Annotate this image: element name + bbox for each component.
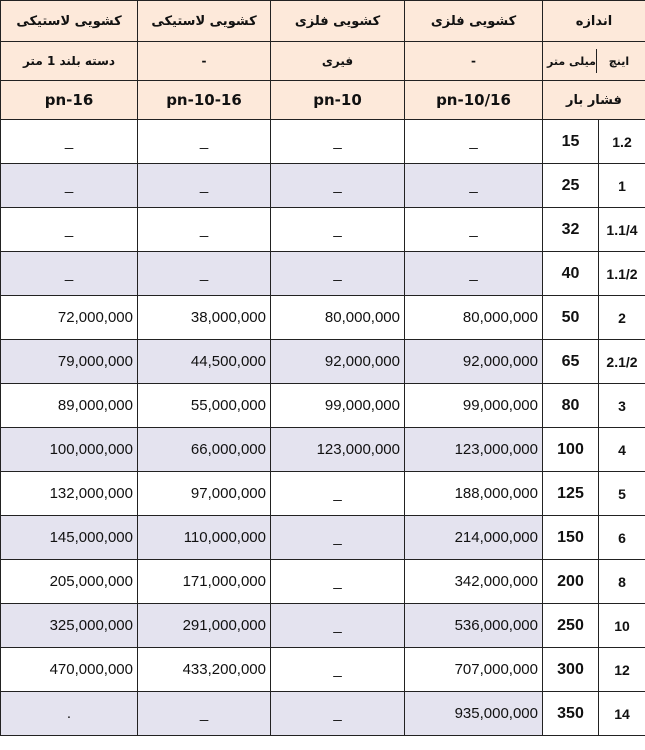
price-cell: 145,000,000: [1, 516, 138, 560]
header-detail: فیری: [271, 42, 405, 81]
size-mm-cell: 15: [543, 120, 599, 164]
price-cell: 470,000,000: [1, 648, 138, 692]
price-cell: 707,000,000: [405, 648, 543, 692]
price-cell: 55,000,000: [138, 384, 271, 428]
size-mm-cell: 300: [543, 648, 599, 692]
header-row-detail: [1, 42, 645, 81]
price-cell: 205,000,000: [1, 560, 138, 604]
price-cell: 342,000,000: [405, 560, 543, 604]
header-pressure: pn-10/16: [405, 81, 543, 120]
size-mm-cell: 150: [543, 516, 599, 560]
price-cell: _: [138, 164, 271, 208]
price-cell: _: [138, 252, 271, 296]
price-cell: _: [1, 120, 138, 164]
header-row-pressure: [1, 81, 645, 120]
price-cell: 100,000,000: [1, 428, 138, 472]
size-mm-cell: 65: [543, 340, 599, 384]
price-cell: 72,000,000: [1, 296, 138, 340]
size-inch-cell: 6: [599, 516, 645, 560]
header-type: کشویی فلزی: [271, 1, 405, 42]
table-row: [1, 340, 645, 384]
header-type: کشویی لاستیکی: [1, 1, 138, 42]
price-cell: _: [271, 604, 405, 648]
price-cell: 79,000,000: [1, 340, 138, 384]
size-inch-cell: 4: [599, 428, 645, 472]
price-cell: 291,000,000: [138, 604, 271, 648]
size-mm-cell: 125: [543, 472, 599, 516]
header-inch: اینچ: [608, 54, 630, 68]
price-cell: 132,000,000: [1, 472, 138, 516]
table-row: [1, 692, 645, 736]
price-cell: _: [405, 252, 543, 296]
price-cell: 89,000,000: [1, 384, 138, 428]
price-cell: _: [405, 164, 543, 208]
price-cell: 110,000,000: [138, 516, 271, 560]
size-inch-cell: 5: [599, 472, 645, 516]
header-detail: -: [138, 42, 271, 81]
header-pressure: pn-10-16: [138, 81, 271, 120]
size-inch-cell: 3: [599, 384, 645, 428]
size-mm-cell: 32: [543, 208, 599, 252]
price-cell: 99,000,000: [271, 384, 405, 428]
header-size: اندازه: [543, 1, 645, 42]
header-pressure: pn-10: [271, 81, 405, 120]
price-cell: 214,000,000: [405, 516, 543, 560]
size-mm-cell: 25: [543, 164, 599, 208]
price-cell: _: [271, 252, 405, 296]
size-inch-cell: 8: [599, 560, 645, 604]
price-cell: 123,000,000: [271, 428, 405, 472]
table-row: [1, 252, 645, 296]
table-row: [1, 120, 645, 164]
size-mm-cell: 80: [543, 384, 599, 428]
size-inch-cell: 1: [599, 164, 645, 208]
size-mm-cell: 100: [543, 428, 599, 472]
size-mm-cell: 40: [543, 252, 599, 296]
price-cell: 44,500,000: [138, 340, 271, 384]
size-mm-cell: 200: [543, 560, 599, 604]
header-detail: دسته بلند 1 متر: [1, 42, 138, 81]
price-cell: 536,000,000: [405, 604, 543, 648]
price-cell: _: [138, 120, 271, 164]
price-cell: _: [1, 252, 138, 296]
price-cell: 433,200,000: [138, 648, 271, 692]
table-row: [1, 296, 645, 340]
size-inch-cell: 10: [599, 604, 645, 648]
header-type: کشویی لاستیکی: [138, 1, 271, 42]
price-cell: 188,000,000: [405, 472, 543, 516]
price-cell: _: [271, 472, 405, 516]
header-pressure-label: فشار بار: [543, 81, 645, 120]
size-inch-cell: 12: [599, 648, 645, 692]
price-cell: 80,000,000: [271, 296, 405, 340]
size-mm-cell: 250: [543, 604, 599, 648]
price-cell: _: [1, 164, 138, 208]
price-cell: _: [138, 692, 271, 736]
size-inch-cell: 2: [599, 296, 645, 340]
size-inch-cell: 1.1/4: [599, 208, 645, 252]
size-inch-cell: 14: [599, 692, 645, 736]
price-cell: _: [271, 692, 405, 736]
price-cell: _: [271, 164, 405, 208]
table-row: [1, 648, 645, 692]
price-cell: _: [138, 208, 271, 252]
header-detail: -: [405, 42, 543, 81]
header-pressure: pn-16: [1, 81, 138, 120]
header-type: کشویی فلزی: [405, 1, 543, 42]
price-cell: 123,000,000: [405, 428, 543, 472]
price-cell: .: [1, 692, 138, 736]
header-units: [543, 42, 645, 81]
price-cell: 99,000,000: [405, 384, 543, 428]
price-cell: _: [271, 120, 405, 164]
price-cell: _: [271, 208, 405, 252]
table-row: [1, 164, 645, 208]
size-mm-cell: 350: [543, 692, 599, 736]
table-row: [1, 428, 645, 472]
price-cell: 935,000,000: [405, 692, 543, 736]
header-row-type: [1, 1, 645, 42]
price-cell: 325,000,000: [1, 604, 138, 648]
price-cell: _: [271, 648, 405, 692]
size-inch-cell: 1.1/2: [599, 252, 645, 296]
price-cell: 92,000,000: [405, 340, 543, 384]
price-cell: 92,000,000: [271, 340, 405, 384]
table-row: [1, 472, 645, 516]
price-cell: 80,000,000: [405, 296, 543, 340]
table-row: [1, 516, 645, 560]
price-cell: 97,000,000: [138, 472, 271, 516]
price-cell: 66,000,000: [138, 428, 271, 472]
price-cell: _: [271, 516, 405, 560]
table-row: [1, 208, 645, 252]
price-cell: 38,000,000: [138, 296, 271, 340]
price-cell: _: [405, 208, 543, 252]
price-cell: _: [405, 120, 543, 164]
price-cell: _: [271, 560, 405, 604]
header-mm: میلی متر: [547, 54, 596, 68]
price-cell: 171,000,000: [138, 560, 271, 604]
table-row: [1, 560, 645, 604]
size-inch-cell: 1.2: [599, 120, 645, 164]
size-mm-cell: 50: [543, 296, 599, 340]
table-row: [1, 384, 645, 428]
price-cell: _: [1, 208, 138, 252]
size-inch-cell: 2.1/2: [599, 340, 645, 384]
table-row: [1, 604, 645, 648]
